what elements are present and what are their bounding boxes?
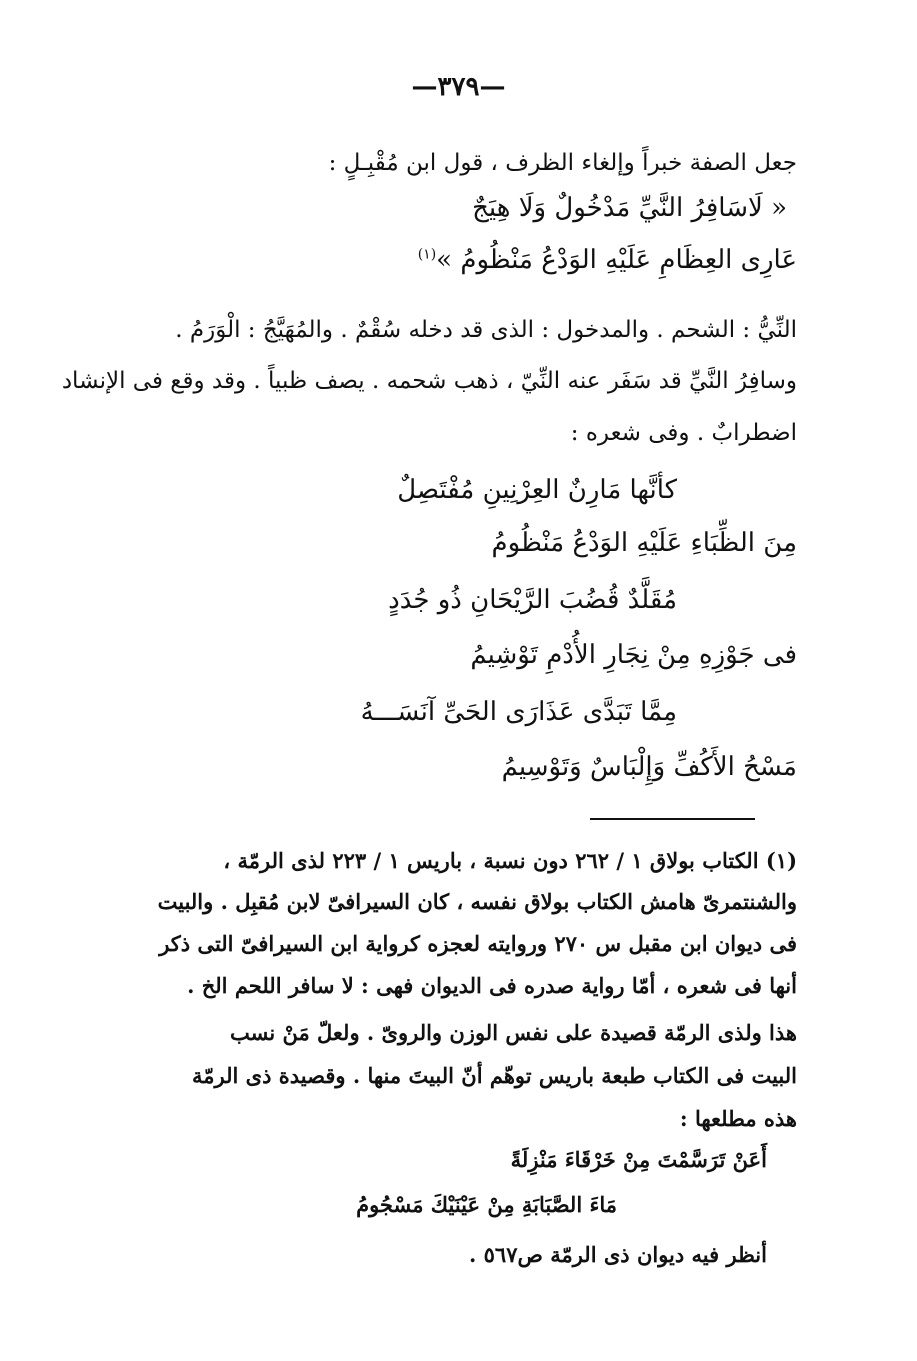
verse-4: فى جَوْزِهِ مِنْ نِجَارِ الأُدْمِ تَوْشِيمُ [470,640,797,670]
intro-line: جعل الصفة خبراً وإلغاء الظرف ، قول ابن مُقْبِـلٍ : [328,150,797,176]
footnote-verse-1: أَعَنْ تَرَسَّمْتَ مِنْ خَرْقَاءَ مَنْزِلَةً [510,1147,767,1172]
footnote-line-3: فى ديوان ابن مقبل س ٢٧٠ وروايته لعجزه كرواية ابن السيرافىّ التى ذكر [159,931,797,956]
gloss-line-2: وسافِرُ النَّيِّ قد سَفَر عنه النِّيّ ، ذهب شحمه . يصف ظبياً . وقد وقع فى الإنشاد [61,368,797,394]
footnote-line-4: أنها فى شعره ، أمّا رواية صدره فى الديوان فهى : لا سافر اللحم الخ . [187,973,797,998]
verse-3: مُقَلَّدٌ قُضُبَ الرَّيْحَانِ ذُو جُدَدٍ [388,585,677,615]
verse-1: كأنَّها مَارِنٌ العِرْنِينِ مُفْتَصِلٌ [397,475,677,505]
footnote-separator [590,818,755,820]
quote-verse-first-hemistich: « لَاسَافِرُ النَّيِّ مَدْخُولٌ وَلَا هِيَجٌ [472,193,787,223]
verse-2: مِنَ الظِّبَاءِ عَلَيْهِ الوَدْعُ مَنْظُومُ [491,528,797,558]
gloss-line-3: اضطرابٌ . وفى شعره : [570,420,797,446]
footnote-verse-2: مَاءَ الصَّبَابَةِ مِنْ عَيْنَيْكَ مَسْجُومُ [356,1192,617,1217]
footnote-line-2: والشنتمرىّ هامش الكتاب بولاق نفسه ، كان السيرافىّ لابن مُقبِل . والبيت [157,889,797,914]
footnote-line-7: هذه مطلعها : [679,1106,797,1131]
verse-6: مَسْحُ الأَكُفِّ وَإِلْبَاسٌ وَتَوْسِيمُ [501,752,797,782]
quote-verse-second-hemistich [418,245,797,275]
footnote-line-1: (١) الكتاب بولاق ١ / ٢٦٢ دون نسبة ، باريس ١ / ٢٢٣ لذى الرمّة ، [223,848,797,873]
verse-5: مِمَّا تَبَدَّى عَذَارَى الحَىِّ آنَسَـــهُ [360,697,677,727]
footnote-line-6: البيت فى الكتاب طبعة باريس توهّم أنّ البيتَ منها . وقصيدة ذى الرمّة [192,1063,797,1088]
page-number: —٣٧٩— [411,72,506,102]
footnote-marker: (١) [417,246,437,263]
quote-verse-second-text: عَارِى العِظَامِ عَلَيْهِ الوَدْعُ مَنْظُومُ » [436,245,797,275]
gloss-line-1: النِّيُّ : الشحم . والمدخول : الذى قد دخله سُقْمٌ . والمُهَيَّجُ : الْوَرَمُ . [175,317,797,343]
footnote-line-5: هذا ولذى الرمّة قصيدة على نفس الوزن والروىّ . ولعلّ مَنْ نسب [229,1020,797,1045]
footnote-line-10: أنظر فيه ديوان ذى الرمّة ص٥٦٧ . [469,1242,767,1267]
